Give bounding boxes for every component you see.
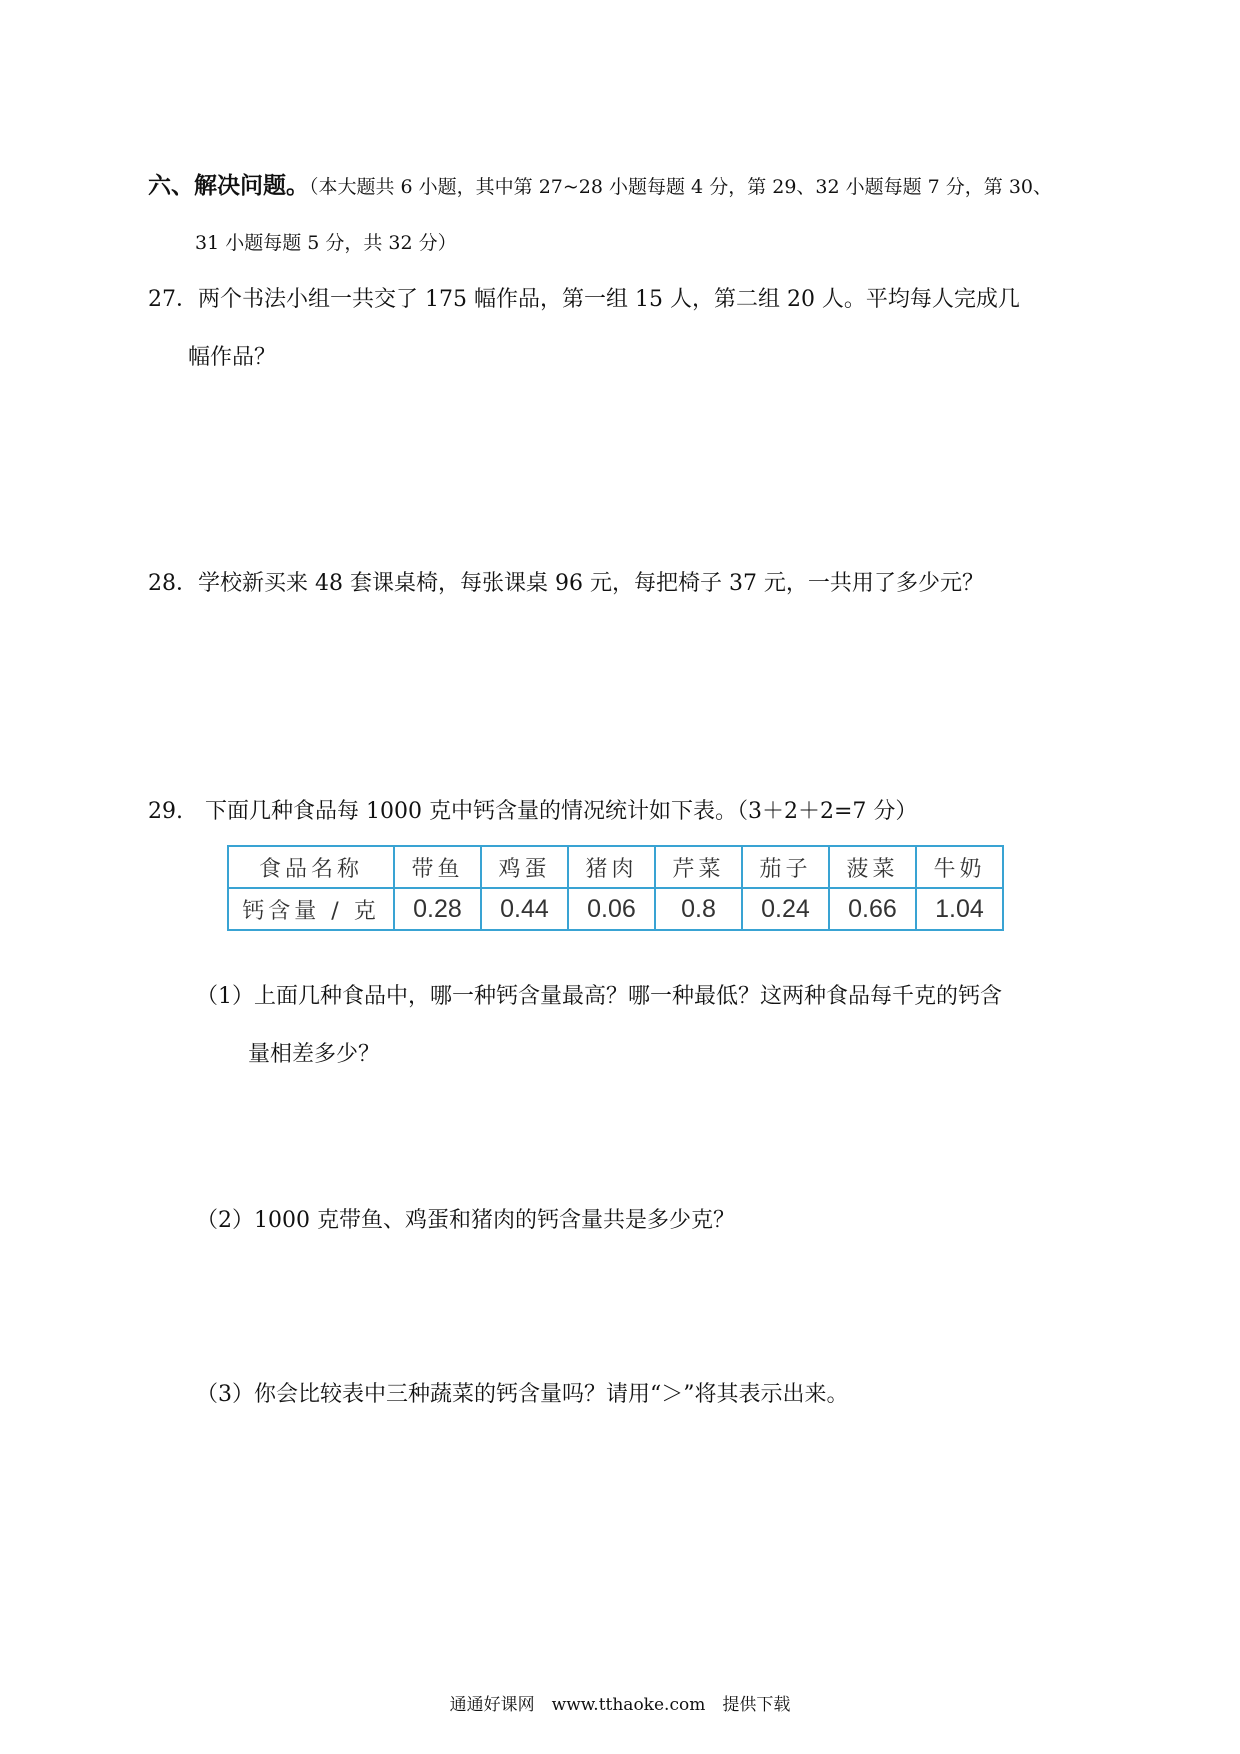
table-cell-value: 0.06 (568, 888, 655, 930)
table-cell-food: 菠菜 (829, 846, 916, 888)
calcium-table (227, 845, 1004, 931)
section-note: （本大题共 6 小题，其中第 27~28 小题每题 4 分，第 29、32 小题每题 7 分，第 30、 (309, 176, 1053, 198)
table-cell-food: 芹菜 (655, 846, 742, 888)
table-cell-food: 牛奶 (916, 846, 1003, 888)
table-cell-food: 鸡蛋 (481, 846, 568, 888)
question-27: 27．两个书法小组一共交了 175 幅作品，第一组 15 人，第二组 20 人。平均每人完成几 (148, 287, 1020, 312)
table-cell-value: 0.66 (829, 888, 916, 930)
question-29: 29. 下面几种食品每 1000 克中钙含量的情况统计如下表。（3＋2＋2=7 分） (148, 799, 918, 824)
table-cell-value: 0.44 (481, 888, 568, 930)
question-29-part-1-continued: 量相差多少？ (248, 1042, 381, 1067)
table-cell-food: 带鱼 (394, 846, 481, 888)
question-28: 28．学校新买来 48 套课桌椅，每张课桌 96 元，每把椅子 37 元，一共用了多少元？ (148, 571, 984, 596)
table-cell-value: 0.24 (742, 888, 829, 930)
table-cell-food: 猪肉 (568, 846, 655, 888)
table-cell-value: 1.04 (916, 888, 1003, 930)
section-note-continued: 31 小题每题 5 分，共 32 分） (195, 232, 457, 254)
table-header-calcium: 钙含量 / 克 (228, 888, 394, 930)
page-footer: 通通好课网 www.tthaoke.com 提供下载 (449, 1695, 791, 1715)
table-cell-food: 茄子 (742, 846, 829, 888)
section-title: 六、解决问题。 (148, 172, 309, 199)
question-27-continued: 幅作品？ (188, 345, 277, 370)
question-29-part-3: （3）你会比较表中三种蔬菜的钙含量吗？请用“＞”将其表示出来。 (196, 1382, 849, 1407)
table-row-foods (228, 846, 1003, 888)
table-header-food-name: 食品名称 (228, 846, 394, 888)
question-29-part-2: （2）1000 克带鱼、鸡蛋和猪肉的钙含量共是多少克？ (196, 1208, 735, 1233)
table-row-values (228, 888, 1003, 930)
question-29-part-1: （1）上面几种食品中，哪一种钙含量最高？哪一种最低？这两种食品每千克的钙含 (196, 984, 1002, 1009)
table-cell-value: 0.8 (655, 888, 742, 930)
table-cell-value: 0.28 (394, 888, 481, 930)
section-header (148, 170, 1098, 203)
